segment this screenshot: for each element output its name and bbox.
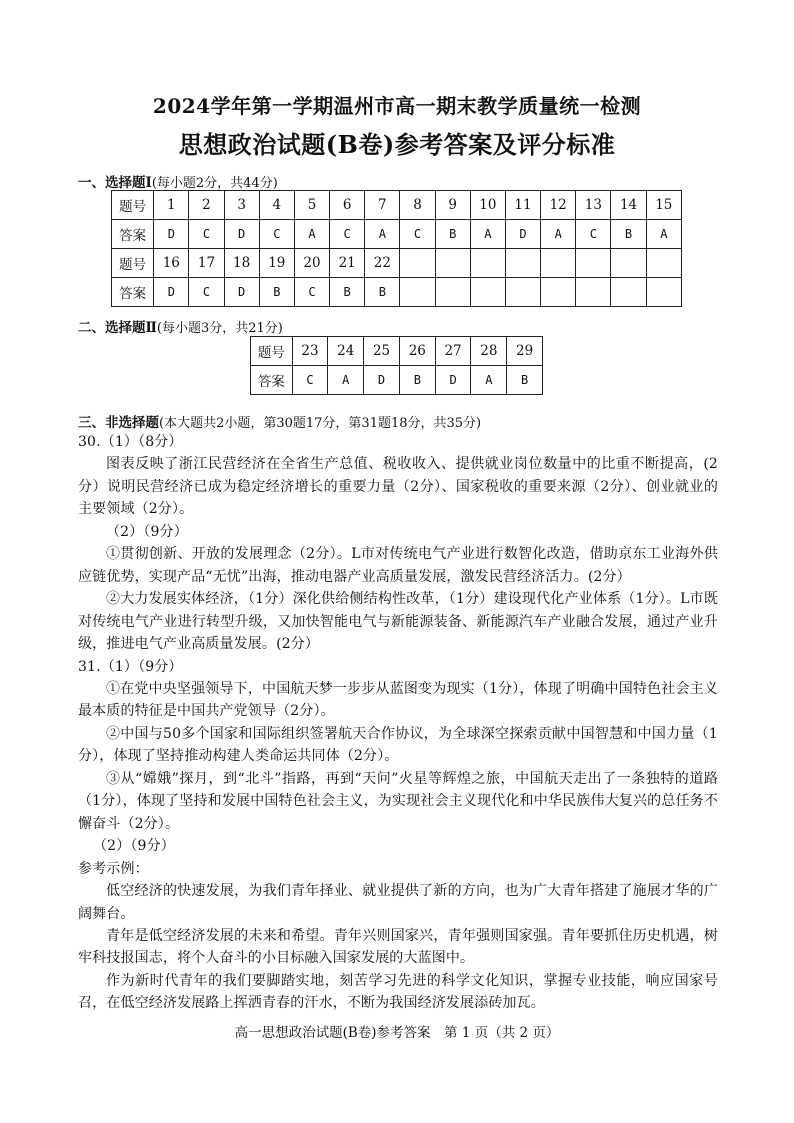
page-footer: 高一思想政治试题(B卷)参考答案 第 1 页（共 2 页）: [234, 1025, 560, 1041]
q31-1-point2: ②中国与50多个国家和国际组织签署航天合作协议，为全球深空探索贡献中国智慧和中国力量（1分），体现了坚持推动构建人类命运共同体（2分）。: [78, 725, 718, 765]
question-number-cell: [470, 249, 505, 278]
answer-cell: B: [399, 366, 435, 395]
question-number-cell: 15: [646, 191, 681, 220]
row-label: 题号: [112, 249, 154, 278]
question-number-cell: 6: [330, 191, 365, 220]
question-number-cell: 1: [154, 191, 189, 220]
answer-cell: C: [576, 220, 611, 249]
section1-note: (每小题2分，共44分): [151, 176, 278, 191]
question-number-cell: 16: [154, 249, 189, 278]
question-number-cell: 10: [470, 191, 505, 220]
question-number-cell: 23: [292, 337, 328, 366]
row-label: 题号: [251, 337, 293, 366]
answer-cell: C: [259, 220, 294, 249]
table-row: [112, 249, 682, 278]
answer-table-2: [250, 336, 543, 395]
question-number-cell: 9: [435, 191, 470, 220]
answer-cell: C: [400, 220, 435, 249]
table-row: [251, 366, 543, 395]
answer-cell: D: [505, 220, 540, 249]
answer-cell: D: [435, 366, 471, 395]
section1-heading: [78, 171, 278, 191]
table-row: [251, 337, 543, 366]
exam-subtitle: 思想政治试题(B卷)参考答案及评分标准: [178, 130, 616, 159]
answer-cell: C: [294, 278, 329, 307]
question-number-cell: 11: [505, 191, 540, 220]
question-number-cell: 19: [259, 249, 294, 278]
question-number-cell: 20: [294, 249, 329, 278]
answer-cell: [541, 278, 576, 307]
question-number-cell: [505, 249, 540, 278]
example-paragraph-3: 作为新时代青年的我们要脚踏实地，刻苦学习先进的科学文化知识，掌握专业技能，响应国家号召，在低空经济发展路上挥洒青春的汗水，不断为我国经济发展添砖加瓦。: [78, 972, 718, 1012]
q30-2-point1: ①贯彻创新、开放的发展理念（2分）。L市对传统电气产业进行数智化改造，借助京东工业海外供应链优势，实现产品“无忧”出海，推动电器产业高质量发展，激发民营经济活力。(2分）: [78, 546, 718, 585]
answer-cell: B: [259, 278, 294, 307]
question-number-cell: 17: [189, 249, 224, 278]
question-number-cell: 26: [399, 337, 435, 366]
question-number-cell: 22: [365, 249, 400, 278]
section1-title: 一、选择题Ⅰ: [78, 175, 152, 191]
question-number-cell: 13: [576, 191, 611, 220]
question-number-cell: [611, 249, 646, 278]
exam-title: 2024学年第一学期温州市高一期末教学质量统一检测: [152, 94, 642, 118]
answer-cell: [400, 278, 435, 307]
answer-cell: A: [471, 366, 507, 395]
q31-1-point1: ①在党中央坚强领导下，中国航天梦一步步从蓝图变为现实（1分），体现了明确中国特色社会主义最本质的特征是中国共产党领导（2分）。: [78, 680, 718, 720]
section3-note: (本大题共2小题，第30题17分，第31题18分，共35分): [159, 416, 482, 431]
question-number-cell: 27: [435, 337, 471, 366]
answer-cell: B: [611, 220, 646, 249]
table-row: [112, 220, 682, 249]
question-number-cell: 25: [364, 337, 400, 366]
question-number-cell: 14: [611, 191, 646, 220]
answer-cell: B: [365, 278, 400, 307]
question-number-cell: 7: [365, 191, 400, 220]
row-label: 题号: [112, 191, 154, 220]
answer-cell: [646, 278, 681, 307]
table-row: [112, 278, 682, 307]
answer-cell: A: [294, 220, 329, 249]
q31-2-label: （2）（9分）: [93, 838, 175, 855]
q30-2-label: （2）（9分）: [106, 523, 188, 540]
question-number-cell: 3: [224, 191, 259, 220]
answer-cell: B: [330, 278, 365, 307]
question-number-cell: [435, 249, 470, 278]
question-number-cell: 21: [330, 249, 365, 278]
answer-body: [78, 431, 718, 1015]
question-number-cell: 2: [189, 191, 224, 220]
answer-cell: A: [365, 220, 400, 249]
question-number-cell: [541, 249, 576, 278]
example-paragraph-2: 青年是低空经济发展的未来和希望。青年兴则国家兴，青年强则国家强。青年要抓住历史机遇，树牢科技报国志，将个人奋斗的小目标融入国家发展的大蓝图中。: [78, 927, 718, 967]
question-number-cell: 24: [328, 337, 364, 366]
answer-cell: C: [189, 220, 224, 249]
answer-cell: D: [154, 278, 189, 307]
example-paragraph-1: 低空经济的快速发展，为我们青年择业、就业提供了新的方向，也为广大青年搭建了施展才华的广阔舞台。: [78, 883, 718, 922]
question-number-cell: [646, 249, 681, 278]
q31-1-point3: ③从“嫦娥”探月，到“北斗”指路，再到“天问”火星等辉煌之旅，中国航天走出了一条独特的道路（1分），体现了坚持和发展中国特色社会主义，为实现社会主义现代化和中华民族伟大复兴的总任务不懈奋斗（2分）。: [78, 770, 718, 832]
answer-cell: [611, 278, 646, 307]
answer-cell: [576, 278, 611, 307]
row-label: 答案: [112, 278, 154, 307]
table-row: [112, 191, 682, 220]
answer-cell: B: [507, 366, 543, 395]
answer-cell: [505, 278, 540, 307]
q30-2-point2: ②大力发展实体经济，（1分）深化供给侧结构性改革，（1分）建设现代化产业体系（1分）。L市既对传统电气产业进行转型升级，又加快智能电气与新能源装备、新能源汽车产业融合发展，通过产业升级，推进电气产业高质量发展。(2分）: [78, 591, 718, 653]
question-number-cell: 29: [507, 337, 543, 366]
answer-cell: D: [154, 220, 189, 249]
question-number-cell: 28: [471, 337, 507, 366]
answer-cell: D: [224, 220, 259, 249]
section3-heading: [78, 411, 481, 431]
question-number-cell: 18: [224, 249, 259, 278]
answer-cell: C: [292, 366, 328, 395]
section2-note: (每小题3分，共21分): [156, 321, 283, 336]
question-number-cell: [576, 249, 611, 278]
answer-cell: D: [224, 278, 259, 307]
answer-cell: [470, 278, 505, 307]
question-number-cell: 8: [400, 191, 435, 220]
answer-cell: C: [189, 278, 224, 307]
section2-title: 二、选择题Ⅱ: [78, 320, 157, 336]
row-label: 答案: [112, 220, 154, 249]
question-number-cell: 12: [541, 191, 576, 220]
question-number-cell: 5: [294, 191, 329, 220]
q30-1-label: 30.（1）（8分）: [78, 434, 183, 450]
answer-cell: A: [470, 220, 505, 249]
row-label: 答案: [251, 366, 293, 395]
q31-1-label: 31.（1）（9分）: [78, 658, 183, 675]
section2-heading: [78, 316, 283, 336]
answer-cell: [435, 278, 470, 307]
question-number-cell: [400, 249, 435, 278]
section3-title: 三、非选择题: [78, 415, 159, 431]
answer-cell: A: [646, 220, 681, 249]
example-label: 参考示例：: [78, 860, 149, 877]
answer-cell: C: [330, 220, 365, 249]
q30-1-answer: 图表反映了浙江民营经济在全省生产总值、税收收入、提供就业岗位数量中的比重不断提高，(2分）说明民营经济已成为稳定经济增长的重要力量（2分）、国家税收的重要来源（2分）、创业就业的主要领域（2分）。: [78, 456, 718, 518]
answer-cell: A: [541, 220, 576, 249]
answer-cell: D: [364, 366, 400, 395]
answer-table-1: [111, 190, 682, 307]
answer-cell: A: [328, 366, 364, 395]
answer-cell: B: [435, 220, 470, 249]
question-number-cell: 4: [259, 191, 294, 220]
